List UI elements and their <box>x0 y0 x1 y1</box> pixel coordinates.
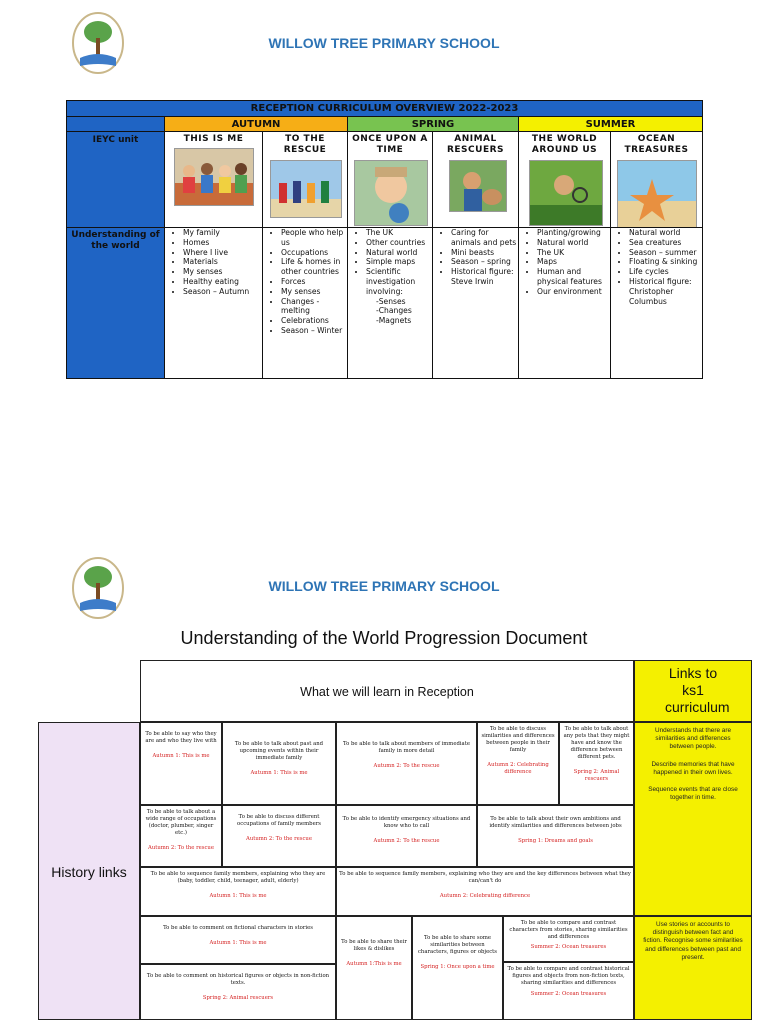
unit-the-world-around-us <box>519 132 611 228</box>
school-name: WILLOW TREE PRIMARY SCHOOL <box>268 578 500 594</box>
unit-animal-rescuers <box>433 132 519 228</box>
term-autumn: AUTUMN <box>165 117 348 132</box>
unit-this-is-me <box>165 132 263 228</box>
topic-item: • Materials <box>183 257 262 267</box>
r5c1: To be able to comment on historical figures or objects in non-fiction texts. Spring 2: Animal rescuers <box>140 964 336 1020</box>
unit-once-upon-a-time <box>348 132 433 228</box>
topic-item: • Natural world <box>629 228 702 238</box>
topic-item: • Healthy eating <box>183 277 262 287</box>
topic-item: • Caring for animals and pets <box>451 228 518 248</box>
topic-item: • Life cycles <box>629 267 702 277</box>
r1c3: To be able to talk about members of immediate family in more detail Autumn 2: To the rescue <box>336 722 477 805</box>
unit-title: TO THE RESCUE <box>283 134 327 155</box>
curriculum-title: RECEPTION CURRICULUM OVERVIEW 2022-2023 <box>67 101 702 117</box>
topic-subitem: -Senses <box>376 296 406 306</box>
topic-item: • Natural world <box>366 248 432 258</box>
r1c4: To be able to discuss similarities and differences between people in their family Autumn 2: Celebrating difference <box>477 722 559 805</box>
children-photo <box>174 148 254 206</box>
world-the-world-around-us <box>519 228 611 378</box>
rescue-photo <box>270 160 342 218</box>
topic-item: • My senses <box>281 287 347 297</box>
ks1-header: Links to ks1 curriculum <box>634 660 752 722</box>
topic-item: • Life & homes in other countries <box>281 257 347 277</box>
r2c1: To be able to talk about a wide range of occupations (doctor, plumber, singer etc.) Autumn 2: To the rescue <box>140 805 222 867</box>
unit-title: OCEAN TREASURES <box>624 134 689 155</box>
topic-item: • Planting/growing <box>537 228 610 238</box>
starfish-photo <box>617 160 697 228</box>
topic-item: • Other countries <box>366 238 432 248</box>
world-this-is-me <box>165 228 263 378</box>
ks1-links-lower: Use stories or accounts to distinguish between fact and fiction. Recognise some similarities and differences between past and present. <box>634 916 752 1020</box>
topic-item: • My senses <box>183 267 262 277</box>
topic-item: • Forces <box>281 277 347 287</box>
unit-ocean-treasures <box>611 132 702 228</box>
r2c3: To be able to identify emergency situations and know who to call Autumn 2: To the rescue <box>336 805 477 867</box>
topic-item: • Occupations <box>281 248 347 258</box>
row-label-unit: IEYC unit <box>67 132 165 228</box>
unit-to-the-rescue <box>263 132 348 228</box>
unit-title: ONCE UPON A TIME <box>352 134 428 155</box>
topic-item: • Scientific investigation involving: <box>366 267 432 296</box>
term-spring: SPRING <box>348 117 519 132</box>
topic-item: • Season – summer <box>629 248 702 258</box>
topic-item: • Where I live <box>183 248 262 258</box>
topic-item: • Maps <box>537 257 610 267</box>
header-corner <box>67 117 165 132</box>
topic-item: • Historical figure: Christopher Columbus <box>629 277 702 306</box>
ks1-links-upper: Understands that there are similarities and differences between people. Describe memories that have happened in their own lives. Sequence events that are close together in time. <box>634 722 752 916</box>
topic-subitem: -Magnets <box>376 316 412 326</box>
topic-item: • Our environment <box>537 287 610 297</box>
r3c1: To be able to sequence family members, explaining who they are (baby, toddler, child, teenager, adult, elderly) Autumn 1: This is me <box>140 867 336 916</box>
child-globe-photo <box>354 160 428 226</box>
topic-item: • Celebrations <box>281 316 347 326</box>
progression-table <box>38 660 752 1020</box>
topic-item: • The UK <box>537 248 610 258</box>
topic-item: • Natural world <box>537 238 610 248</box>
topic-item: • Mini beasts <box>451 248 518 258</box>
topic-item: • Simple maps <box>366 257 432 267</box>
history-links-label: History links <box>38 722 140 1020</box>
unit-title: THE WORLD AROUND US <box>531 134 598 155</box>
topic-item: • Season – Autumn <box>183 287 262 297</box>
r2c4: To be able to talk about their own ambitions and identify similarities and differences between jobs Spring 1: Dreams and goals <box>477 805 634 867</box>
topic-item: • People who help us <box>281 228 347 248</box>
topic-item: • Sea creatures <box>629 238 702 248</box>
r1c2: To be able to talk about past and upcoming events within their immediate family Autumn 1: This is me <box>222 722 336 805</box>
topic-item: • Human and physical features <box>537 267 610 287</box>
topic-item: • Changes - melting <box>281 297 347 317</box>
r3c2: To be able to sequence family members, explaining who they are and the key differences between what they can/can't do Autumn 2: Celebrating difference <box>336 867 634 916</box>
learn-header: What we will learn in Reception <box>140 660 634 722</box>
r1c5: To be able to talk about any pets that they might have and know the difference between different pets. Spring 2: Animal rescuers <box>559 722 634 805</box>
topic-item: • Season – Winter <box>281 326 347 336</box>
world-to-the-rescue <box>263 228 348 378</box>
topic-item: • The UK <box>366 228 432 238</box>
progression-title: Understanding of the World Progression Document <box>180 628 588 648</box>
topic-subitem: -Changes <box>376 306 412 316</box>
topic-item: • Historical figure: Steve Irwin <box>451 267 518 287</box>
school-name: WILLOW TREE PRIMARY SCHOOL <box>268 35 500 51</box>
topic-item: • Homes <box>183 238 262 248</box>
r5c4: To be able to compare and contrast historical figures and objects from non-fiction texts, sharing similarities and differences Summer 2: Ocean treasures <box>503 962 634 1020</box>
row-label-world: Understanding of the world <box>67 228 165 378</box>
curriculum-overview-table <box>66 100 703 379</box>
world-ocean-treasures <box>611 228 702 378</box>
r4c2: To be able to share their likes & dislikes Autumn 1:This is me <box>336 916 412 1020</box>
r2c2: To be able to discuss different occupations of family members Autumn 2: To the rescue <box>222 805 336 867</box>
topic-item: • Season – spring <box>451 257 518 267</box>
unit-title: THIS IS ME <box>183 134 244 144</box>
unit-title: ANIMAL RESCUERS <box>446 134 505 155</box>
r4c3: To be able to share some similarities between characters, figures or objects Spring 1: Once upon a time <box>412 916 503 1020</box>
magnifier-photo <box>529 160 603 226</box>
r4c4: To be able to compare and contrast characters from stories, sharing similarities and differences Summer 2: Ocean treasures <box>503 916 634 962</box>
r4c1: To be able to comment on fictional characters in stories Autumn 1: This is me <box>140 916 336 964</box>
term-summer: SUMMER <box>519 117 702 132</box>
child-animal-photo <box>449 160 507 212</box>
topic-item: • My family <box>183 228 262 238</box>
r1c1: To be able to say who they are and who they live with Autumn 1: This is me <box>140 722 222 805</box>
world-animal-rescuers <box>433 228 519 378</box>
topic-item: • Floating & sinking <box>629 257 702 267</box>
world-once-upon-a-time <box>348 228 433 378</box>
